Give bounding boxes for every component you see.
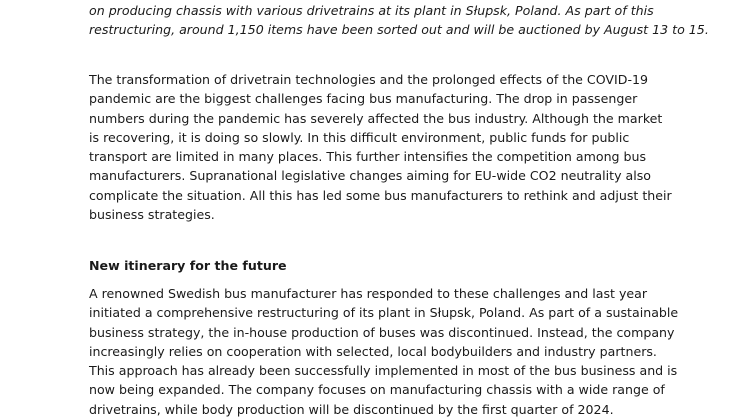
- paragraph-line: A renowned Swedish bus manufacturer has responded to these challenges and last year: [89, 286, 648, 301]
- paragraph-line: is recovering, it is doing so slowly. In this difficult environment, public funds for public: [89, 129, 630, 145]
- paragraph-line: numbers during the pandemic has severely affected the bus industry. Although the market: [89, 110, 663, 126]
- paragraph-line: The transformation of drivetrain technologies and the prolonged effects of the COVID-19: [89, 72, 649, 87]
- paragraph-line: increasingly relies on cooperation with selected, local bodybuilders and industry partners.: [89, 343, 657, 359]
- paragraph-line: This approach has already been successfully implemented in most of the bus business and is: [89, 363, 678, 379]
- lead-line: restructuring, around 1,150 items have been sorted out and will be auctioned by August 13 to 15.: [89, 22, 709, 38]
- paragraph-line: business strategies.: [89, 207, 215, 223]
- body-paragraph-itinerary: [89, 284, 679, 419]
- paragraph-line: complicate the situation. All this has led some bus manufacturers to rethink and adjust their: [89, 187, 672, 203]
- paragraph-line: business strategy, the in-house production of buses was discontinued. Instead, the company: [89, 324, 675, 340]
- section-heading: New itinerary for the future: [89, 258, 287, 273]
- body-paragraph-challenges: [89, 70, 672, 224]
- paragraph-line: initiated a comprehensive restructuring of its plant in Słupsk, Poland. As part of a sustainable: [89, 305, 679, 321]
- paragraph-line: pandemic are the biggest challenges facing bus manufacturing. The drop in passenger: [89, 91, 638, 107]
- paragraph-line: drivetrains, while body production will be discontinued by the first quarter of 2024.: [89, 401, 614, 417]
- lead-line: on producing chassis with various drivetrains at its plant in Słupsk, Poland. As part of this: [89, 3, 654, 18]
- paragraph-line: manufacturers. Supranational legislative changes aiming for EU-wide CO2 neutrality also: [89, 168, 652, 184]
- lead-paragraph: [89, 1, 709, 40]
- paragraph-line: now being expanded. The company focuses on manufacturing chassis with a wide range of: [89, 382, 665, 398]
- paragraph-line: transport are limited in many places. This further intensifies the competition among bus: [89, 149, 647, 165]
